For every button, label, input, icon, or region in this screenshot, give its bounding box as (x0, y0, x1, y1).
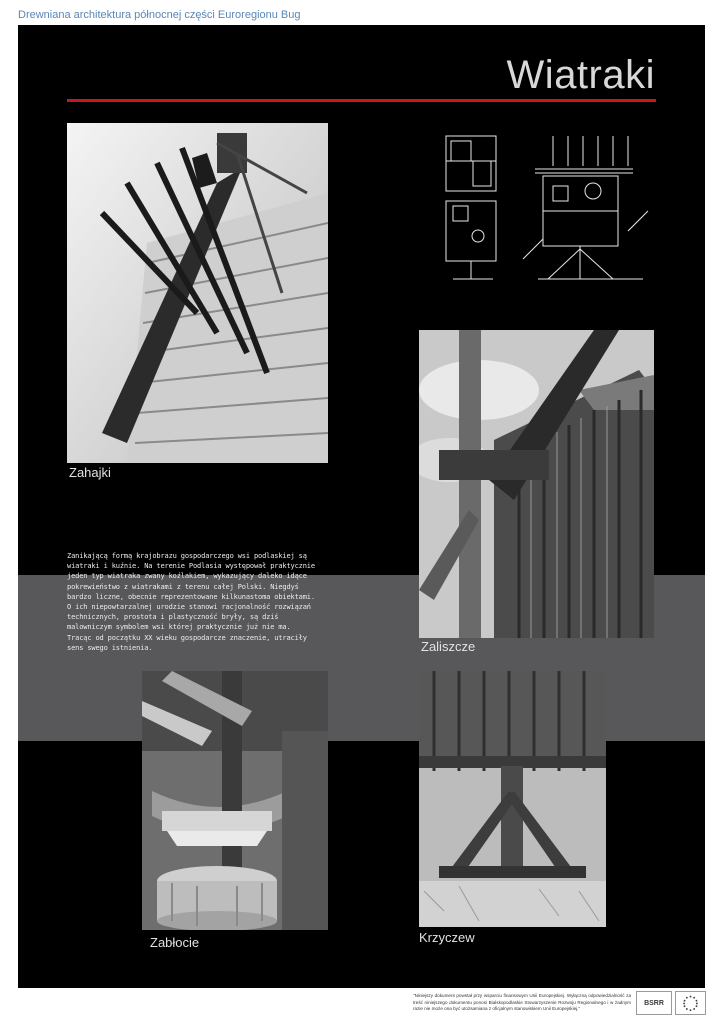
windmill-trestle-photo-icon (419, 671, 606, 927)
photo-zablocie (142, 671, 328, 930)
caption-zablocie: Zabłocie (150, 935, 200, 950)
photo-drawing (443, 131, 658, 286)
poster-title: Wiatraki (506, 53, 655, 97)
caption-zaliszcze: Zaliszcze (421, 639, 476, 654)
windmill-technical-drawing-icon (443, 131, 658, 286)
photo-krzyczew (419, 671, 606, 927)
poster-panel (18, 25, 705, 988)
series-title: Drewniana architektura północnej części Euroregionu Bug (18, 9, 301, 21)
eu-disclaimer: "Niniejszy dokument powstał przy wsparciu finansowym Unii Europejskiej. Wyłączną odpowiedzialność za treść niniejszego dokumentu ponosi Bialskopodlaskie Stowarzyszenie Rozwoju Regionalnego i w żadnym razie nie może ona być utożsamiana z oficjalnym stanowiskiem Unii Europejskiej." (413, 993, 631, 1012)
photo-zaliszcze (419, 330, 654, 638)
bsrr-logo: BSRR (636, 991, 672, 1015)
caption-krzyczew: Krzyczew (419, 930, 475, 945)
photo-zahajki (67, 123, 328, 463)
eu-flag-icon (675, 991, 706, 1015)
body-text: Zanikającą formą krajobrazu gospodarczego wsi podlaskiej są wiatraki i kuźnie. Na terenie Podlasia występował praktycznie jeden typ wiatraka zwany koźlakiem, wykazujący daleko idące pokrewieństwo z wiatrakami z terenu całej Polski. Niegdyś bardzo liczne, obecnie reprezentowane kilkunastoma obiektami. O ich niepowtarzalnej urodzie stanowi racjonalność rozwiązań technicznych, prostota i plastyczność bryły, są dziś malowniczym symbolem wsi której praktycznie już nie ma. Tracąc od początku XX wieku gospodarcze znaczenie, utraciły sens swego istnienia. (67, 552, 315, 652)
windmill-sails-photo-icon (67, 123, 328, 463)
windmill-wall-photo-icon (419, 330, 654, 638)
caption-zahajki: Zahajki (69, 465, 111, 480)
title-underline (67, 99, 656, 102)
millstone-interior-photo-icon (142, 671, 328, 930)
